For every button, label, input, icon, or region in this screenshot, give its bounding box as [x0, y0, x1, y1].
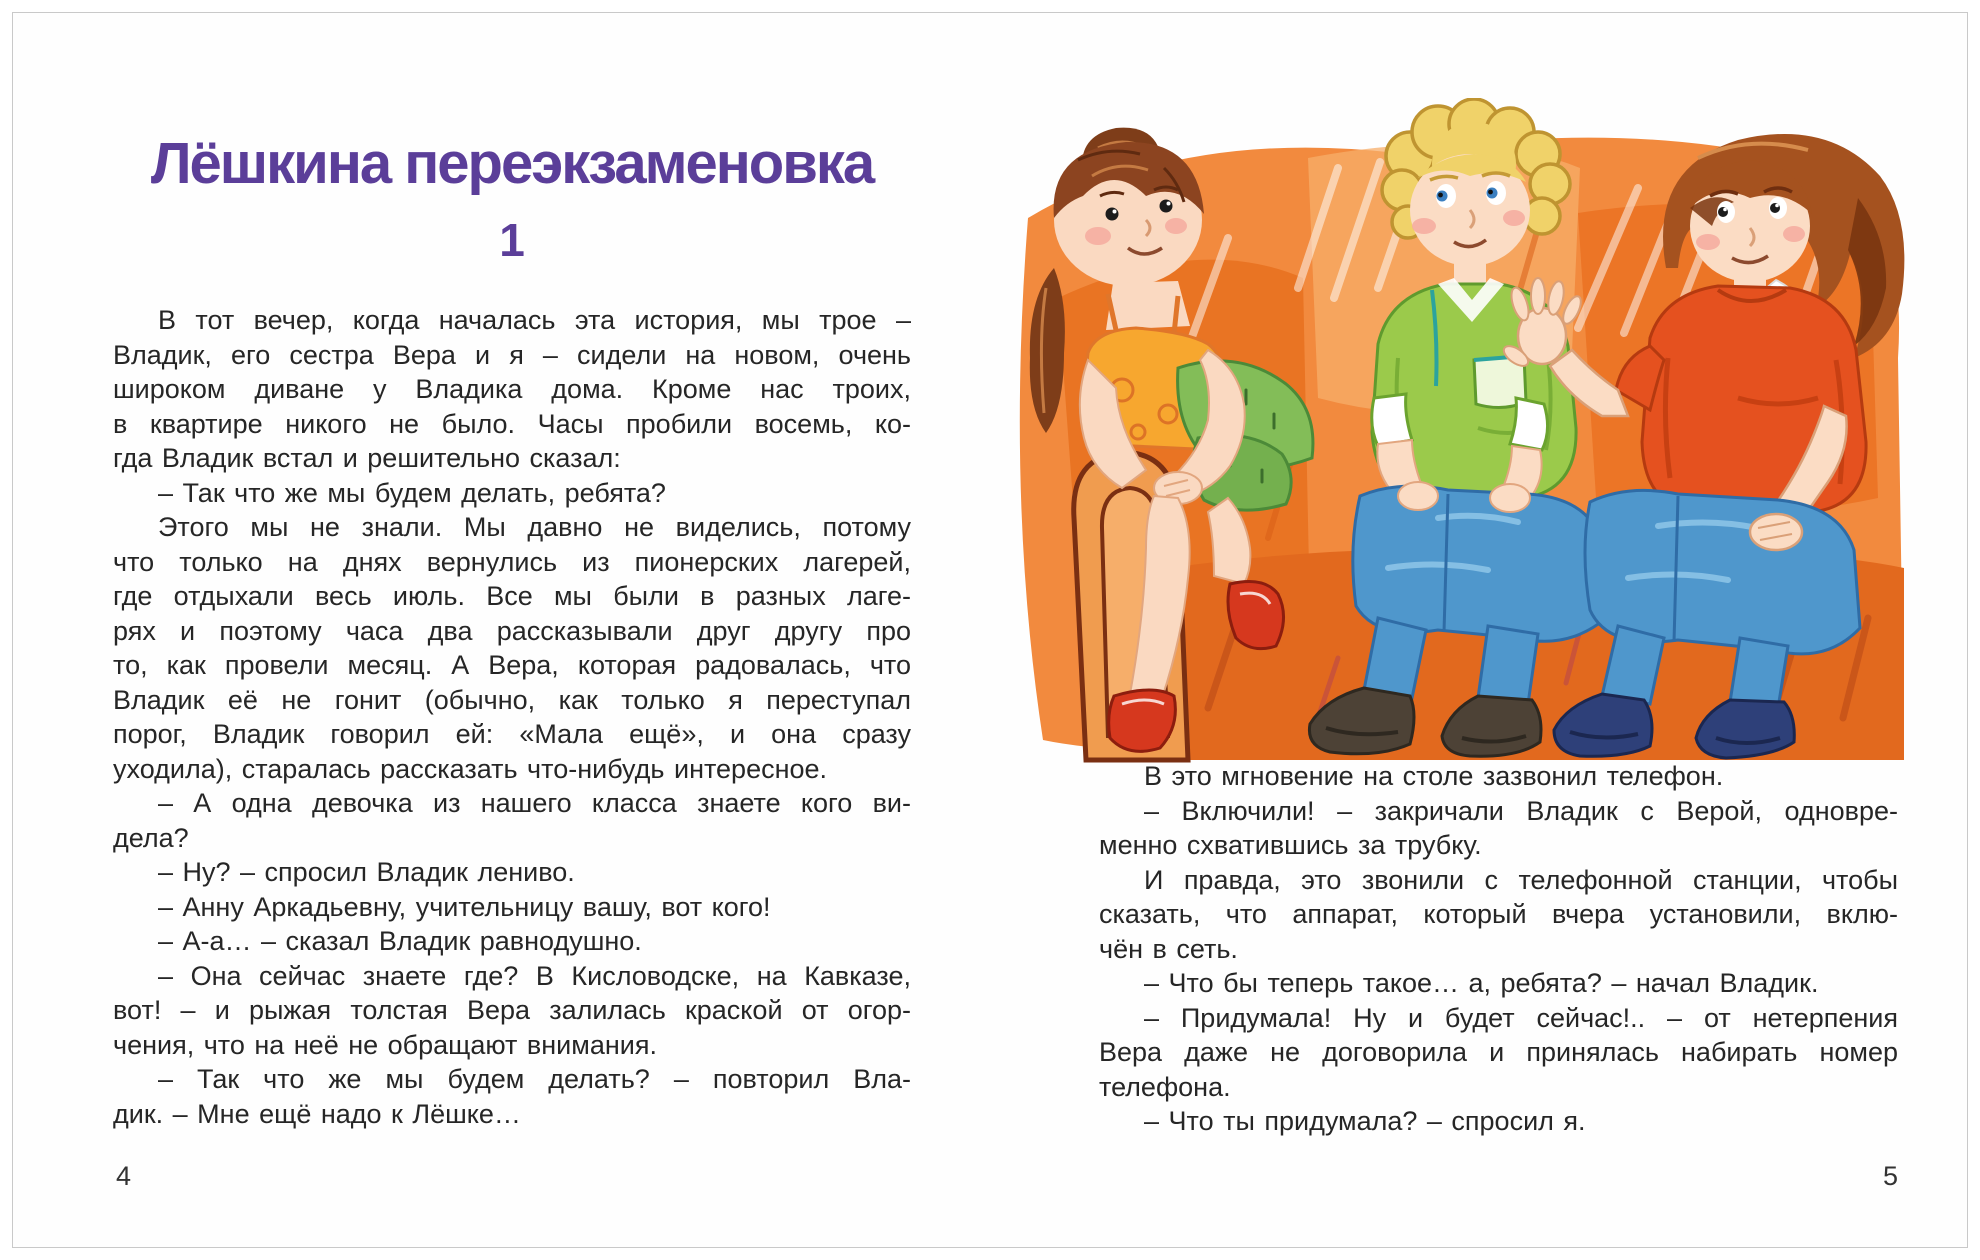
text-line: вот! – и рыжая толстая Вера залилась краской от огор- — [113, 995, 911, 1025]
text-line: чён в сеть. — [1099, 933, 1238, 964]
paragraph — [113, 476, 911, 511]
text-line: где отдыхали весь июль. Все мы были в разных лаге- — [113, 581, 911, 611]
text-line: широком диване у Владика дома. Кроме нас троих, — [113, 374, 911, 404]
text-line: В тот вечер, когда началась эта история, мы трое – — [158, 305, 911, 335]
paragraph — [113, 786, 911, 855]
text-line: – Ну? – спросил Владик лениво. — [158, 857, 575, 887]
illustration-three-children-sofa — [878, 98, 1908, 763]
text-line: Владик её не гонит (обычно, как только я переступал — [113, 684, 911, 715]
chapter-number: 1 — [499, 214, 525, 266]
text-line: порог, Владик говорил ей: «Мала ещё», и она сразу — [113, 719, 911, 749]
paragraph — [1099, 1104, 1898, 1139]
text-line: в квартире никого не было. Часы пробили восемь, ко- — [113, 408, 911, 439]
text-line: гда Владик встал и решительно сказал: — [113, 443, 621, 473]
paragraph — [1099, 1001, 1898, 1105]
text-line: сказать, что аппарат, который вчера установили, вклю- — [1099, 899, 1898, 929]
right-page-text — [1099, 759, 1898, 1139]
paragraph — [113, 855, 911, 890]
paragraph — [113, 1062, 911, 1131]
text-line: что только на днях вернулись из пионерских лагерей, — [113, 546, 911, 577]
text-line: – Анну Аркадьевну, учительницу вашу, вот кого! — [158, 891, 771, 922]
paragraph — [113, 890, 911, 925]
text-line: – Она сейчас знаете где? В Кисловодске, на Кавказе, — [158, 960, 911, 991]
text-line: Владик, его сестра Вера и я – сидели на новом, очень — [113, 339, 911, 370]
text-line: телефона. — [1099, 1071, 1231, 1102]
text-line: Вера даже не договорила и принялась набирать номер — [1099, 1037, 1898, 1067]
paragraph — [1099, 794, 1898, 863]
paragraph — [1099, 863, 1898, 967]
paragraph — [113, 924, 911, 959]
page-number-left: 4 — [116, 1161, 132, 1191]
left-page-text — [113, 303, 911, 1131]
paragraph — [1099, 759, 1898, 794]
text-line: то, как провели месяц. А Вера, которая радовалась, что — [113, 650, 911, 680]
text-line: – Что бы теперь такое… а, ребята? – начал Владик. — [1144, 968, 1819, 998]
text-line: – Что ты придумала? – спросил я. — [1144, 1106, 1586, 1136]
paragraph — [113, 959, 911, 1063]
paragraph — [113, 510, 911, 786]
book-spread — [12, 12, 1968, 1248]
text-line: – А одна девочка из нашего класса знаете кого ви- — [158, 788, 911, 818]
text-line: Этого мы не знали. Мы давно не виделись, потому — [158, 512, 911, 542]
page-title: Лёшкина переэкзаменовка — [150, 130, 874, 196]
text-line: В это мгновение на столе зазвонил телефон. — [1144, 761, 1724, 791]
text-line: – Так что же мы будем делать, ребята? — [158, 477, 666, 508]
text-line: уходила), старалась рассказать что-нибудь интересное. — [113, 753, 828, 784]
text-line: – Придумала! Ну и будет сейчас!.. – от нетерпения — [1144, 1002, 1898, 1033]
text-line: дик. – Мне ещё надо к Лёшке… — [113, 1098, 521, 1129]
text-line: И правда, это звонили с телефонной станции, чтобы — [1144, 864, 1898, 895]
text-line: – Включили! – закричали Владик с Верой, одновре- — [1144, 795, 1898, 826]
paragraph — [1099, 966, 1898, 1001]
text-line: – А-а… – сказал Владик равнодушно. — [158, 926, 642, 956]
text-line: дела? — [113, 822, 189, 853]
text-line: – Так что же мы будем делать? – повторил Вла- — [158, 1064, 911, 1094]
text-line: рях и поэтому часа два рассказывали друг другу про — [113, 615, 911, 646]
paragraph — [113, 303, 911, 476]
text-line: менно схватившись за трубку. — [1099, 830, 1482, 860]
text-line: чения, что на неё не обращают внимания. — [113, 1029, 657, 1060]
page-number-right: 5 — [1882, 1161, 1898, 1191]
